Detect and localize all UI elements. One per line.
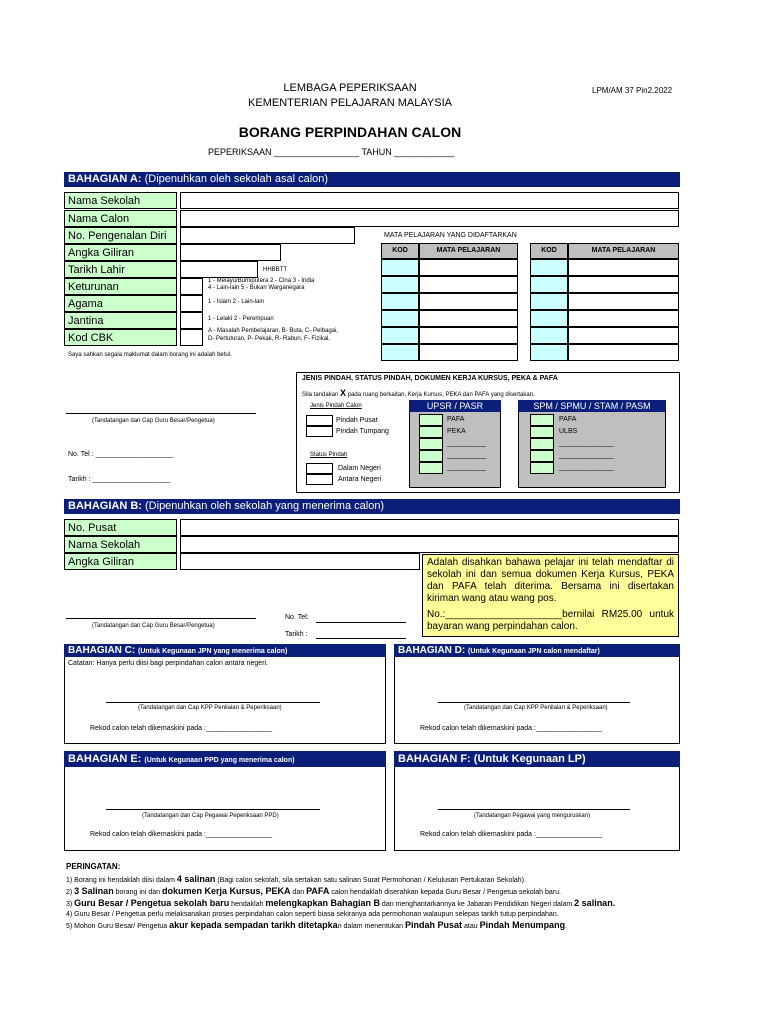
tarikh-b-line[interactable] <box>316 638 406 639</box>
subject-kod-cell[interactable] <box>530 259 568 276</box>
n2c: borang ini dan <box>113 889 162 896</box>
section-b-subtitle: (Dipenuhkan oleh sekolah yang menerima calon) <box>145 500 385 512</box>
rekod-d: Rekod calon telah dikemaskini pada :_________________ <box>420 725 603 732</box>
section-c-title: BAHAGIAN C: <box>68 645 136 656</box>
cbk-opts-2: D- Pertuturan, P- Pekak, R- Rabun, F- Fizikal. <box>208 336 331 342</box>
subject-kod-cell[interactable] <box>530 276 568 293</box>
spm-item-label: ULBS <box>559 428 578 435</box>
n5d: Pindah Pusat <box>405 920 463 930</box>
n1c: (Bagi calon sekolah, sila sertakan satu salinan Surat Permohonan / Kelulusan Pertukaran Sekolah). <box>215 877 526 884</box>
upsr-header: UPSR / PASR <box>409 400 501 412</box>
tarikh-b-label: Tarikh : <box>285 631 308 638</box>
field-label-b-nama-sekolah: Nama Sekolah <box>64 536 177 553</box>
field-label-no-pengenalan-diri: No. Pengenalan Diri <box>64 227 177 244</box>
section-b-title: BAHAGIAN B: <box>68 500 142 512</box>
pindah-tumpang-label: Pindah Tumpang <box>336 428 389 435</box>
kod-cbk-input[interactable] <box>180 329 203 346</box>
tarikh-a: Tarikh : ____________________ <box>68 476 171 483</box>
n5f: Pindah Menumpang <box>479 920 566 930</box>
instr-post: pada ruang berkaitan, Kerja Kursus, PEKA dan PAFA yang disertakan. <box>347 392 535 398</box>
tel-b-line[interactable] <box>316 622 406 623</box>
tel-b-label: No. Tel: <box>285 614 309 621</box>
mata-pelajaran-header-1: MATA PELAJARAN <box>419 243 518 259</box>
n3d: melengkapkan Bahagian B <box>265 898 380 908</box>
antara-negeri-label: Antara Negeri <box>338 476 382 483</box>
instr-x: X <box>340 388 347 398</box>
field-label-jantina: Jantina <box>64 312 177 329</box>
exam-line: PEPERIKSAAN _________________ TAHUN ____________ <box>208 147 455 157</box>
no-pusat-input[interactable] <box>180 519 679 536</box>
upsr-item-label: __________ <box>447 452 486 459</box>
n5a: 5) Mohon Guru Besar/ Pengetua <box>66 923 170 930</box>
notes-list <box>66 874 686 932</box>
subject-name-cell[interactable] <box>419 259 518 276</box>
subject-name-cell[interactable] <box>568 276 679 293</box>
upsr-item-label: __________ <box>447 464 486 471</box>
section-d-subtitle: (Untuk Kegunaan JPN calon mendaftar) <box>468 648 600 655</box>
n3f: 2 salinan. <box>574 898 616 908</box>
subject-kod-cell[interactable] <box>530 327 568 344</box>
n5e: atau <box>462 923 480 930</box>
dalam-negeri-label: Dalam Negeri <box>338 465 381 472</box>
keturunan-input[interactable] <box>180 278 203 295</box>
pindah-pusat-checkbox[interactable] <box>306 415 333 426</box>
subject-kod-cell[interactable] <box>530 293 568 310</box>
sign-line-f <box>438 809 630 810</box>
upsr-item-label: PAFA <box>447 416 465 423</box>
payment-text: No.:_____________________bernilai RM25.00 untuk bayaran wang perpindahan calon. <box>427 609 674 632</box>
spm-checkbox[interactable] <box>530 438 554 450</box>
subject-kod-cell[interactable] <box>381 327 419 344</box>
section-a-subtitle: (Dipenuhkan oleh sekolah asal calon) <box>144 173 329 185</box>
angka-giliran-b-input[interactable] <box>180 553 420 570</box>
n3a: 3) <box>66 901 75 908</box>
spm-checkbox[interactable] <box>530 462 554 474</box>
note-2 <box>66 886 686 898</box>
n2e: dan <box>290 889 307 896</box>
sign-label-b: (Tandatangan dan Cap Guru Besar/Pengetua) <box>92 623 215 629</box>
status-label: Status Pindah <box>310 452 348 458</box>
field-label-nama-calon: Nama Calon <box>64 210 177 227</box>
subject-name-cell[interactable] <box>568 344 679 361</box>
upsr-checkbox[interactable] <box>419 426 443 438</box>
n2d: dokumen Kerja Kursus, PEKA <box>161 886 291 896</box>
subject-name-cell[interactable] <box>568 327 679 344</box>
subject-kod-cell[interactable] <box>530 344 568 361</box>
keturunan-opts-1: 1 - Melayu/Bumiputera 2 - Cina 3 - India <box>208 278 315 284</box>
sign-label-f: (Tandatangan Pegawai yang menguruskan) <box>474 813 591 819</box>
cbk-opts-1: A - Masalah Pembelajaran, B- Buta, C- Pelbagai, <box>208 328 339 334</box>
verify-statement: Saya sahkan segala maklumat dalam borang ini adalah betul. <box>68 352 232 358</box>
keturunan-opts-2: 4 - Lain-lain 5 - Bukan Warganegara <box>208 285 305 291</box>
section-f-subtitle: (Untuk Kegunaan LP) <box>473 753 586 765</box>
rekod-c: Rekod calon telah dikemaskini pada :_________________ <box>90 725 273 732</box>
instr-pre: Sila tandakan <box>302 392 339 398</box>
nama-sekolah-b-input[interactable] <box>180 536 679 553</box>
rekod-e: Rekod calon telah dikemaskini pada :_________________ <box>90 831 273 838</box>
field-label-nama-sekolah: Nama Sekolah <box>64 192 177 209</box>
sign-line-b <box>66 618 256 619</box>
subject-kod-cell[interactable] <box>381 310 419 327</box>
spm-item-label: ______________ <box>559 464 614 471</box>
agama-input[interactable] <box>180 295 203 312</box>
field-label-b-angka-giliran: Angka Giliran <box>64 553 177 570</box>
jantina-opts: 1 - Lelaki 2 - Perempuan <box>208 316 274 322</box>
field-label-b-no-pusat: No. Pusat <box>64 519 177 536</box>
field-label-tarikh-lahir: Tarikh Lahir <box>64 261 177 278</box>
n3e: dan menghantarkannya ke Jabaran Pendidikan Negeri dalam <box>379 901 575 908</box>
field-label-kod-cbk: Kod CBK <box>64 329 177 346</box>
section-b-header <box>64 499 680 514</box>
section-a-title: BAHAGIAN A: <box>68 173 142 185</box>
tarikh-lahir-input[interactable] <box>180 261 258 278</box>
subject-kod-cell[interactable] <box>381 276 419 293</box>
spm-checkbox[interactable] <box>530 426 554 438</box>
sign-line-c <box>106 702 320 703</box>
spm-checkbox[interactable] <box>530 450 554 462</box>
jantina-input[interactable] <box>180 312 203 329</box>
n5c: n dalam menentukan <box>337 923 406 930</box>
sign-label-c: (Tandatangan dan Cap KPP Penilaian & Peperiksaan) <box>138 705 282 711</box>
section-d-header <box>394 644 680 657</box>
ic-input[interactable] <box>180 227 355 244</box>
subject-name-cell[interactable] <box>568 259 679 276</box>
dalam-negeri-checkbox[interactable] <box>306 463 333 474</box>
upsr-checkbox[interactable] <box>419 450 443 462</box>
confirmation-note <box>422 554 679 637</box>
nama-calon-input[interactable] <box>180 210 679 227</box>
n3b: Guru Besar / Pengetua sekolah baru <box>74 898 230 908</box>
jenis-title: JENIS PINDAH, STATUS PINDAH, DOKUMEN KERJA KURSUS, PEKA & PAFA <box>302 375 558 382</box>
n2f: PAFA <box>306 886 330 896</box>
jenis-label: Jenis Pindah Calon <box>310 403 362 409</box>
pindah-pusat-label: Pindah Pusat <box>336 417 378 424</box>
note-1 <box>66 874 686 886</box>
subjects-title: MATA PELAJARAN YANG DIDAFTARKAN <box>384 232 517 239</box>
upsr-checkbox[interactable] <box>419 438 443 450</box>
spm-item-label: ______________ <box>559 440 614 447</box>
sign-label-e: (Tandatangan dan Cap Pegawai Peperiksaan PPD) <box>142 813 279 819</box>
subject-name-cell[interactable] <box>568 310 679 327</box>
spm-checkbox[interactable] <box>530 414 554 426</box>
dob-format: HHBBTT <box>263 267 287 273</box>
upsr-checkbox[interactable] <box>419 462 443 474</box>
sign-label-d: (Tandatangan dan Cap KPP Penilaian & Peperiksaan) <box>464 705 608 711</box>
note-5 <box>66 920 686 932</box>
section-d-title: BAHAGIAN D: <box>398 645 466 656</box>
org-name: LEMBAGA PEPERIKSAAN <box>283 82 417 94</box>
jenis-instruction <box>302 388 535 398</box>
sign-label-a: (Tandatangan dan Cap Guru Besar/Pengetua) <box>92 418 215 424</box>
notes-title: PERINGATAN: <box>66 862 121 871</box>
note-3 <box>66 898 686 910</box>
form-title: BORANG PERPINDAHAN CALON <box>238 124 462 140</box>
field-label-keturunan: Keturunan <box>64 278 177 295</box>
n1a: 1) Borang ini hendaklah diisi dalam <box>66 877 177 884</box>
pindah-tumpang-checkbox[interactable] <box>306 426 333 437</box>
mata-pelajaran-header-2: MATA PELAJARAN <box>568 243 679 259</box>
n2b: 3 Salinan <box>74 886 114 896</box>
subject-name-cell[interactable] <box>419 327 518 344</box>
antara-negeri-checkbox[interactable] <box>306 474 333 485</box>
n1b: 4 salinan <box>176 874 216 884</box>
spm-header: SPM / SPMU / STAM / PASM <box>518 400 666 412</box>
agama-opts: 1 - Islam 2 - Lain-lain <box>208 299 265 305</box>
section-f-header <box>394 751 680 767</box>
subject-kod-cell[interactable] <box>381 259 419 276</box>
ministry-name: KEMENTERIAN PELAJARAN MALAYSIA <box>248 97 452 109</box>
field-label-agama: Agama <box>64 295 177 312</box>
n5b: akur kepada sempadan tarikh ditetapka <box>169 920 338 930</box>
subject-kod-cell[interactable] <box>381 293 419 310</box>
subject-name-cell[interactable] <box>419 293 518 310</box>
confirmation-text: Adalah disahkan bahawa pelajar ini telah mendaftar di sekolah ini dan semua dokumen Kerja Kursus, PEKA dan PAFA telah diterima. Bersama ini disertakan kiriman wang atau wang pos. <box>427 557 674 604</box>
section-e-title: BAHAGIAN E: <box>68 753 142 765</box>
spm-item-label: ______________ <box>559 452 614 459</box>
n5g: . <box>565 923 568 930</box>
form-ref: LPM/AM 37 Pin2.2022 <box>592 86 673 95</box>
nama-sekolah-input[interactable] <box>180 192 679 209</box>
tel-a: No. Tel : ____________________ <box>68 451 174 458</box>
n2a: 2) <box>66 889 75 896</box>
section-a-header <box>64 172 680 187</box>
sign-line-d <box>438 702 630 703</box>
field-label-angka-giliran: Angka Giliran <box>64 244 177 261</box>
upsr-item-label: PEKA <box>447 428 466 435</box>
kod-header-1: KOD <box>381 243 419 259</box>
subject-kod-cell[interactable] <box>381 344 419 361</box>
subject-name-cell[interactable] <box>419 310 518 327</box>
section-c-header <box>64 644 386 657</box>
spm-item-label: PAFA <box>559 416 577 423</box>
angka-giliran-input[interactable] <box>180 244 281 261</box>
sign-line-a <box>66 413 256 414</box>
section-c-subtitle: (Untuk Kegunaan JPN yang menerima calon) <box>138 648 288 655</box>
subject-name-cell[interactable] <box>419 344 518 361</box>
note-4: 4) Guru Besar / Pengetua perlu melaksanakan proses perpindahan calon seperti biasa sekiranya ada permohonan walaupun selepas tarikh tutup perpindahan. <box>66 911 559 918</box>
n3c: hendaklah <box>229 901 266 908</box>
upsr-item-label: __________ <box>447 440 486 447</box>
rekod-f: Rekod calon telah dikemaskini pada :_________________ <box>420 831 603 838</box>
catatan: Catatan: Hanya perlu diisi bagi perpindahan calon antara negeri. <box>68 660 269 667</box>
n2g: calon hendaklah diserahkan kepada Guru Besar / Pengetua sekolah baru. <box>329 889 561 896</box>
subject-kod-cell[interactable] <box>530 310 568 327</box>
section-e-subtitle: (Untuk Kegunaan PPD yang menerima calon) <box>144 757 295 764</box>
sign-line-e <box>106 809 320 810</box>
kod-header-2: KOD <box>530 243 568 259</box>
upsr-checkbox[interactable] <box>419 414 443 426</box>
section-e-header <box>64 751 386 767</box>
subject-name-cell[interactable] <box>568 293 679 310</box>
subject-name-cell[interactable] <box>419 276 518 293</box>
section-f-title: BAHAGIAN F: <box>398 753 471 765</box>
